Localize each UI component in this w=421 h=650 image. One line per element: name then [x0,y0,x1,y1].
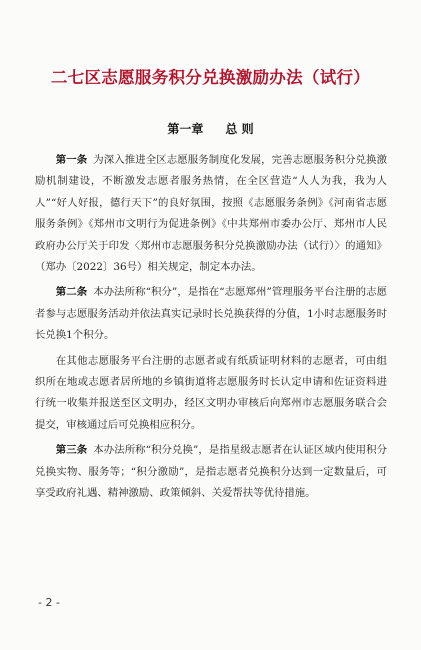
article-paragraph [35,282,387,346]
article-label: 第二条 [55,286,88,299]
article-label: 第三条 [55,444,88,457]
paragraph [35,351,387,437]
article-paragraph [35,150,387,278]
article-label: 第一条 [55,154,88,166]
article-text: 本办法所称“积分兑换”，是指星级志愿者在认证区域内使用积分兑换实物、服务等；“积分激励”，是指志愿者兑换积分达到一定数量后，可享受政府礼遇、精神激励、政策倾斜、关爱帮扶等优待措施。 [35,444,388,500]
article-text: 为深入推进全区志愿服务制度化发展，完善志愿服务积分兑换激励机制建设，不断激发志愿者服务热情，在全区营造“人人为我，我为人人”“好人好报，德行天下”的良好氛围，按照《志愿服务条例》《河南省志愿服务条例》《郑州市文明行为促进条例》《中共郑州市委办公厅、郑州市人民政府办公厅关于印发〈郑州市志愿服务积分兑换激励办法（试行）〉的通知》（郑办〔2022〕36号）相关规定，制定本办法。 [35,154,388,274]
chapter-name: 总 则 [225,122,254,136]
document-title: 二七区志愿服务积分兑换激励办法（试行） [50,68,371,87]
document-body [35,150,387,509]
page-number: - 2 - [38,596,60,609]
article-paragraph [35,440,387,504]
article-text: 本办法所称“积分”，是指在“志愿郑州”管理服务平台注册的志愿者参与志愿服务活动并依法真实记录时长兑换获得的分值，1小时志愿服务时长兑换1个积分。 [35,286,387,342]
chapter-heading [0,120,421,137]
paragraph-text: 在其他志愿服务平台注册的志愿者或有纸质证明材料的志愿者，可由组织所在地或志愿者居所地的乡镇街道将志愿服务时长认定申请和佐证资料进行统一收集并报送至区文明办，经区文明办审核后向郑州市志愿服务联合会提交，审核通过后可兑换相应积分。 [35,354,387,431]
chapter-number: 第一章 [167,122,204,136]
